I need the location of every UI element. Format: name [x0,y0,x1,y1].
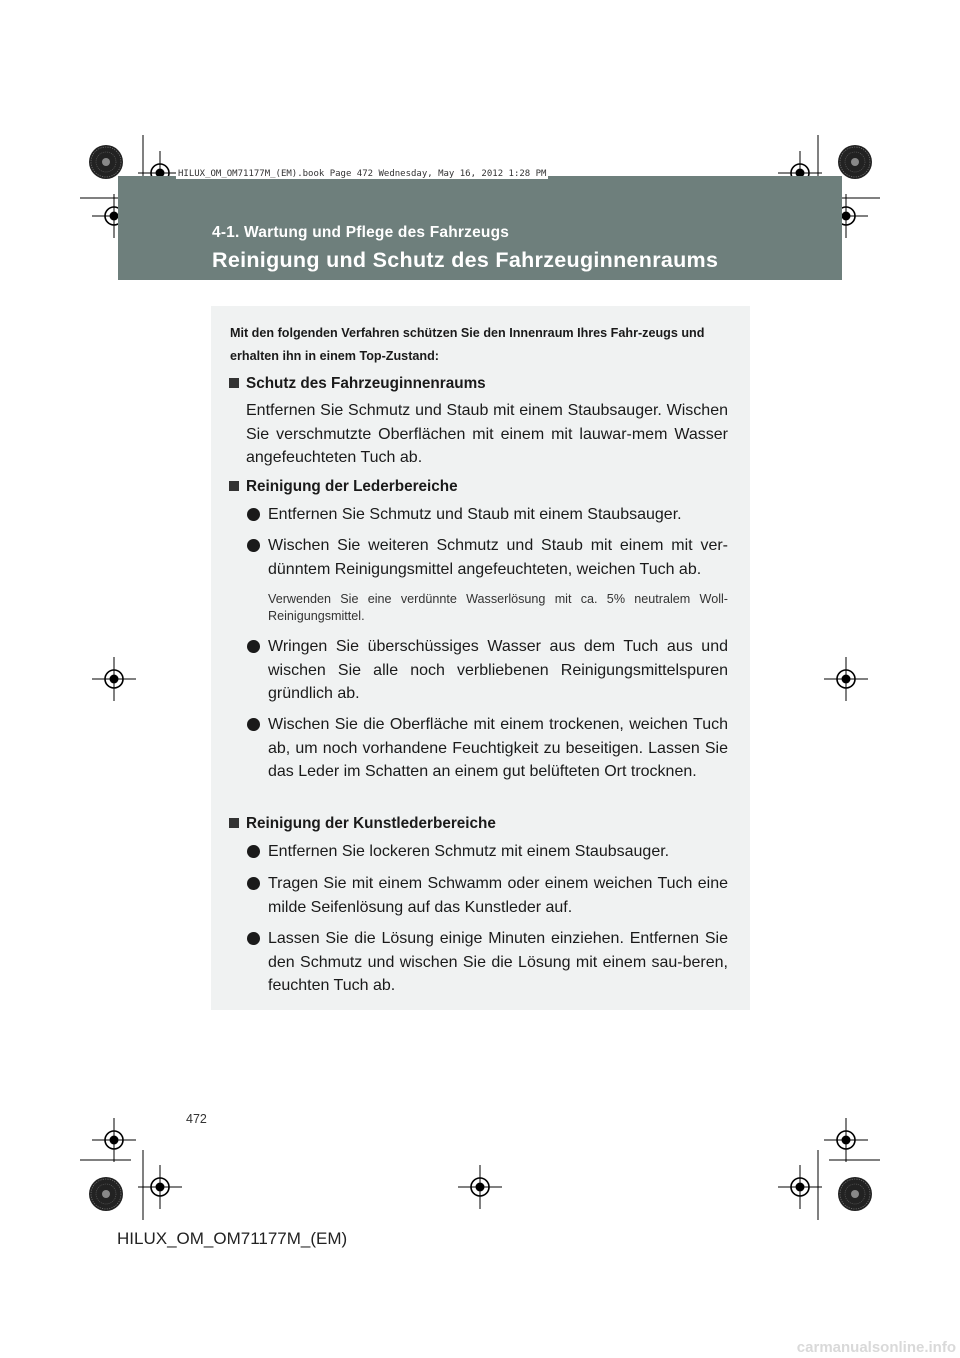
round-bullet-icon [247,932,260,945]
registration-mark-icon [458,1165,502,1209]
section-heading-leder: Reinigung der Lederbereiche [229,478,458,496]
round-bullet-icon [247,877,260,890]
registration-mark-icon [824,657,868,701]
round-bullet-icon [247,539,260,552]
list-item: Lassen Sie die Lösung einige Minuten einziehen. Entfernen Sie den Schmutz und wischen Sie die Lösung mit einem sau-beren, feuchten Tuch ab. [246,927,728,998]
section-label: 4-1. Wartung und Pflege des Fahrzeugs [212,224,510,241]
list-item: Wischen Sie die Oberfläche mit einem trockenen, weichen Tuch ab, um noch vorhandene Feuchtigkeit zu beseitigen. Lassen Sie das Leder im Schatten an einem gut belüfteten Ort trocknen. [246,713,728,784]
registration-mark-icon [824,1118,868,1162]
list-item: Entfernen Sie lockeren Schmutz mit einem Staubsauger. [246,840,728,864]
registration-mark-icon [778,1165,822,1209]
color-wheel-icon [89,1177,123,1211]
registration-mark-icon [92,657,136,701]
note-text: Verwenden Sie eine verdünnte Wasserlösung mit ca. 5% neutralem Woll-Reinigungsmittel. [268,592,728,623]
list-item: Tragen Sie mit einem Schwamm oder einem weichen Tuch eine milde Seifenlösung auf das Kunstleder auf. [246,872,728,919]
color-wheel-icon [89,145,123,179]
list-item: Entfernen Sie Schmutz und Staub mit einem Staubsauger. [246,503,728,527]
intro-text: Mit den folgenden Verfahren schützen Sie den Innenraum Ihres Fahr-zeugs und erhalten ihn in einem Top-Zustand: [230,326,705,363]
doc-code: HILUX_OM_OM71177M_(EM) [117,1229,348,1248]
list-item: Wringen Sie überschüssiges Wasser aus dem Tuch aus und wischen Sie alle noch verbliebenen Reinigungsmittelspuren gründlich ab. [246,635,728,706]
registration-mark-icon [92,1118,136,1162]
color-wheel-icon [838,1177,872,1211]
list-item: Wischen Sie weiteren Schmutz und Staub mit einem mit ver-dünntem Reinigungsmittel angefeuchteten, weichen Tuch ab. [246,534,728,581]
page-number: 472 [186,1112,207,1126]
color-wheel-icon [838,145,872,179]
round-bullet-icon [247,718,260,731]
round-bullet-icon [247,845,260,858]
round-bullet-icon [247,640,260,653]
registration-mark-icon [138,1165,182,1209]
square-bullet-icon [229,378,239,388]
section-heading-schutz: Schutz des Fahrzeuginnenraums [229,375,486,393]
page-title: Reinigung und Schutz des Fahrzeuginnenraums [212,248,719,272]
section-text-schutz: Entfernen Sie Schmutz und Staub mit einem Staubsauger. Wischen Sie verschmutzte Oberflächen mit einem mit lauwar-mem Wasser angefeuchteten Tuch ab. [246,402,728,466]
section-heading-kunstleder: Reinigung der Kunstlederbereiche [229,815,496,833]
square-bullet-icon [229,818,239,828]
print-note: HILUX_OM_OM71177M_(EM).book Page 472 Wednesday, May 16, 2012 1:28 PM [178,169,547,179]
round-bullet-icon [247,508,260,521]
square-bullet-icon [229,481,239,491]
watermark: carmanualsonline.info [796,1339,956,1356]
